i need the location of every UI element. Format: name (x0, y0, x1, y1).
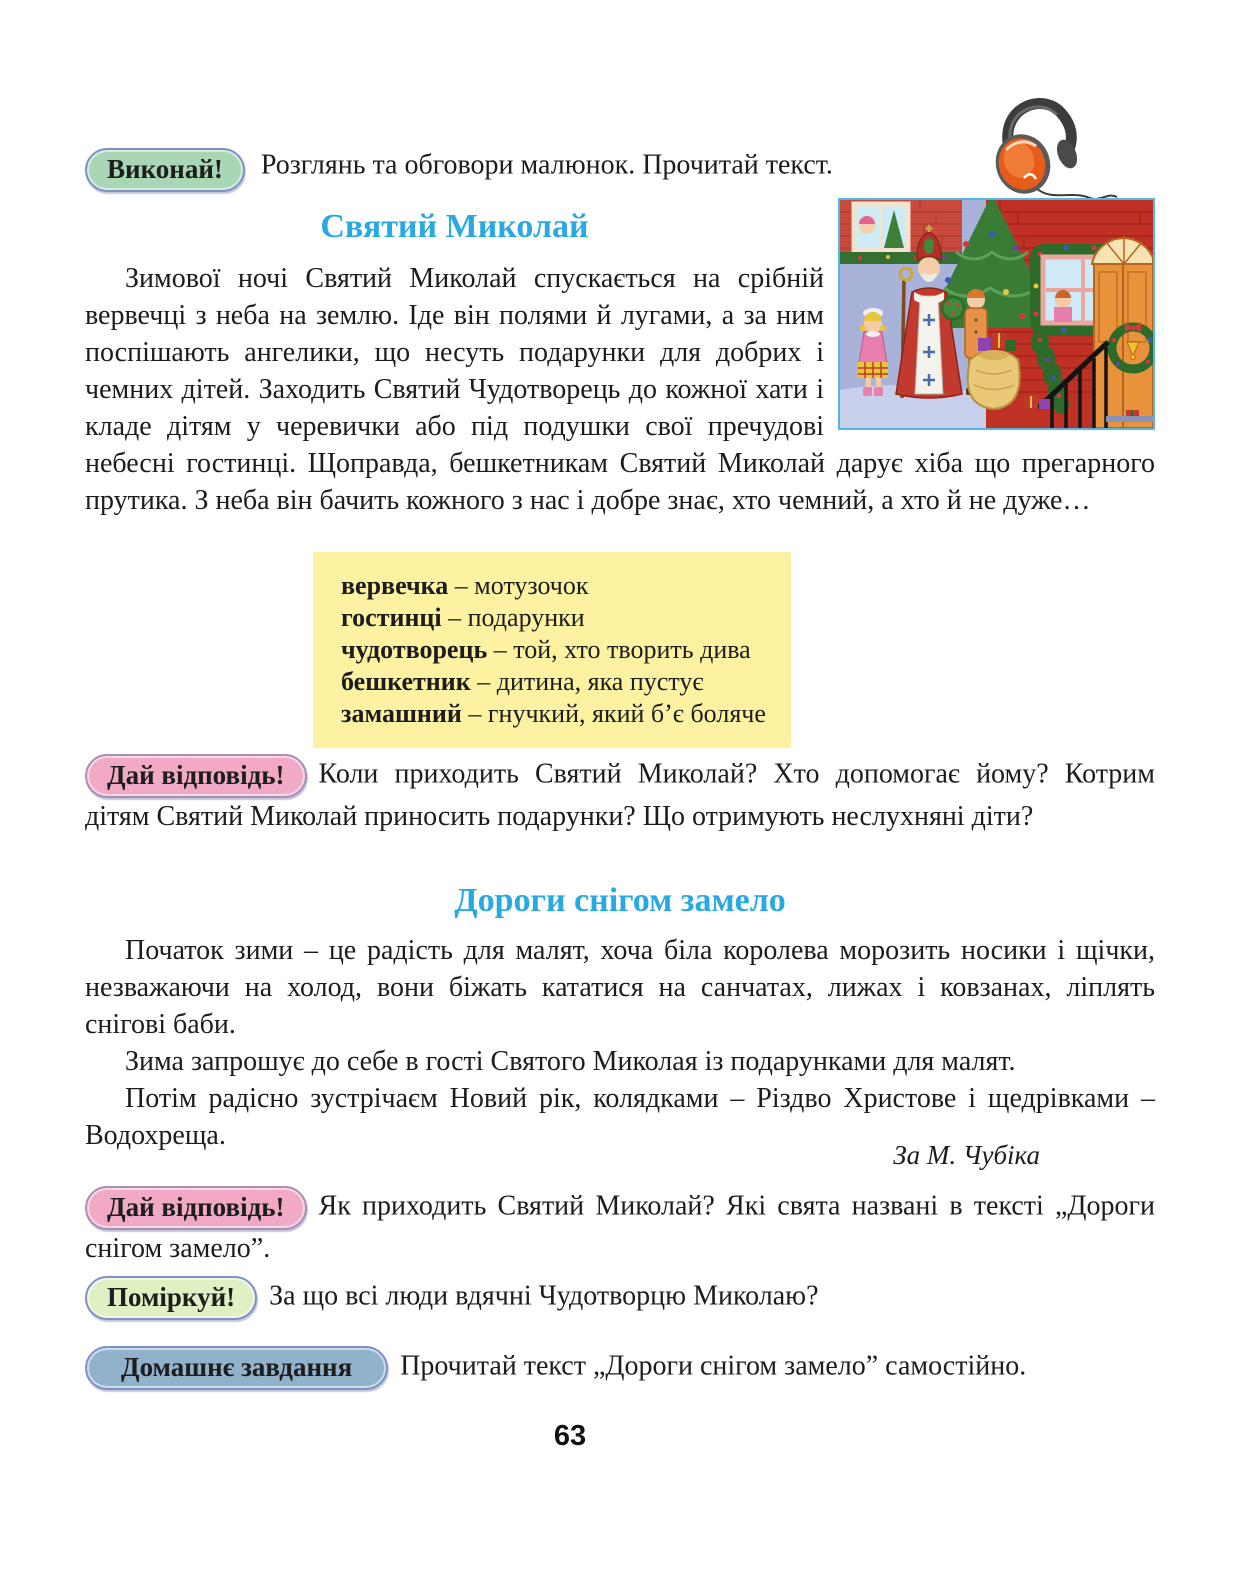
vocab-definition: гнучкий, який б’є боляче (487, 699, 766, 728)
vocab-definition: дитина, яка пустує (496, 667, 704, 696)
think-badge: Поміркуй! (85, 1276, 257, 1320)
story-title-1: Святий Миколай (320, 208, 589, 245)
vocab-separator: – (477, 667, 491, 696)
vocab-item (341, 634, 773, 666)
homework-row (85, 1346, 1155, 1390)
think-question: За що всі люди вдячні Чудотворцю Миколаю? (269, 1280, 819, 1312)
story2-paragraph-2: Зима запрошує до себе в гості Святого Миколая із подарунками для малят. (125, 1046, 1016, 1077)
question-block-1 (85, 754, 1155, 835)
vocabulary-box (313, 552, 791, 748)
page-number: 63 (553, 1420, 587, 1452)
homework-badge: Домашнє завдання (85, 1346, 388, 1390)
vykonai-badge: Виконай! (85, 148, 245, 192)
vocab-term: бешкетник (341, 667, 471, 696)
front-door (1092, 236, 1153, 428)
vocab-item (341, 602, 773, 634)
story-paragraph-1: Зимової ночі Святий Миколай спускається на срібній вервечці з неба на землю. Іде він полями й лугами, а за ним поспішають ангелики, що несуть подарунки для добрих і чемних дітей. Заходить Святий Чудотворець до кожної хати і кладе дітям у черевички або під подушки свої пречудові небесні гостинці. Щоправда, бешкетникам Святий Миколай дарує хіба що прегарного прутика. З неба він бачить кожного з нас і добре знає, хто чемний, а хто й не дуже… (85, 263, 1155, 516)
story-snow-roads (85, 932, 1155, 1154)
question-text-1: Коли приходить Святий Миколай? Хто допомогає йому? Котрим дітям Святий Миколай приносить подарунки? Що отримують неслухняні діти? (85, 758, 1155, 832)
vocab-definition: подарунки (467, 603, 585, 632)
vocab-term: вервечка (341, 571, 449, 600)
answer-badge-2: Дай відповідь! (85, 1186, 307, 1230)
answer-badge-1: Дай відповідь! (85, 754, 307, 798)
story-saint-nicholas (85, 196, 1155, 519)
task-instruction: Розглянь та обговори малюнок. Прочитай текст. (260, 149, 833, 181)
story-title-2: Дороги снігом замело (454, 882, 786, 919)
homework-task: Прочитай текст „Дороги снігом замело” самостійно. (400, 1350, 1027, 1382)
vocab-separator: – (493, 635, 507, 664)
vocab-term: чудотворець (341, 635, 488, 664)
think-row (85, 1276, 1155, 1320)
vocab-separator: – (448, 603, 462, 632)
question-text-2: Як приходить Святий Миколай? Які свята названі в тексті „Дороги снігом замело”. (85, 1190, 1155, 1264)
vocab-definition: той, хто творить дива (513, 635, 751, 664)
left-brick-wall (840, 200, 962, 264)
vocab-term: гостинці (341, 603, 442, 632)
attribution-row (85, 1140, 1155, 1171)
story2-paragraph-3: Потім радісно зустрічаєм Новий рік, колядками – Різдво Христове і щедрівками – Водохреща. (85, 1083, 1155, 1151)
author-attribution: За М. Чубіка (893, 1140, 1040, 1170)
vocab-separator: – (468, 699, 482, 728)
question-block-2 (85, 1186, 1155, 1267)
vocab-item (341, 570, 773, 602)
task-row (85, 148, 1155, 192)
vocab-separator: – (454, 571, 468, 600)
story2-paragraph-1: Початок зими – це радість для малят, хоча біла королева морозить носики і щічки, незважаючи на холод, вони біжать кататися на санчатах, лижах і ковзанах, ліплять снігові баби. (85, 935, 1155, 1040)
story-illustration (838, 198, 1155, 430)
vocab-item (341, 666, 773, 698)
vocab-definition: мотузочок (474, 571, 589, 600)
story-title-2-row (85, 882, 1155, 920)
vocab-term: замашний (341, 699, 462, 728)
vocab-item (341, 698, 773, 730)
